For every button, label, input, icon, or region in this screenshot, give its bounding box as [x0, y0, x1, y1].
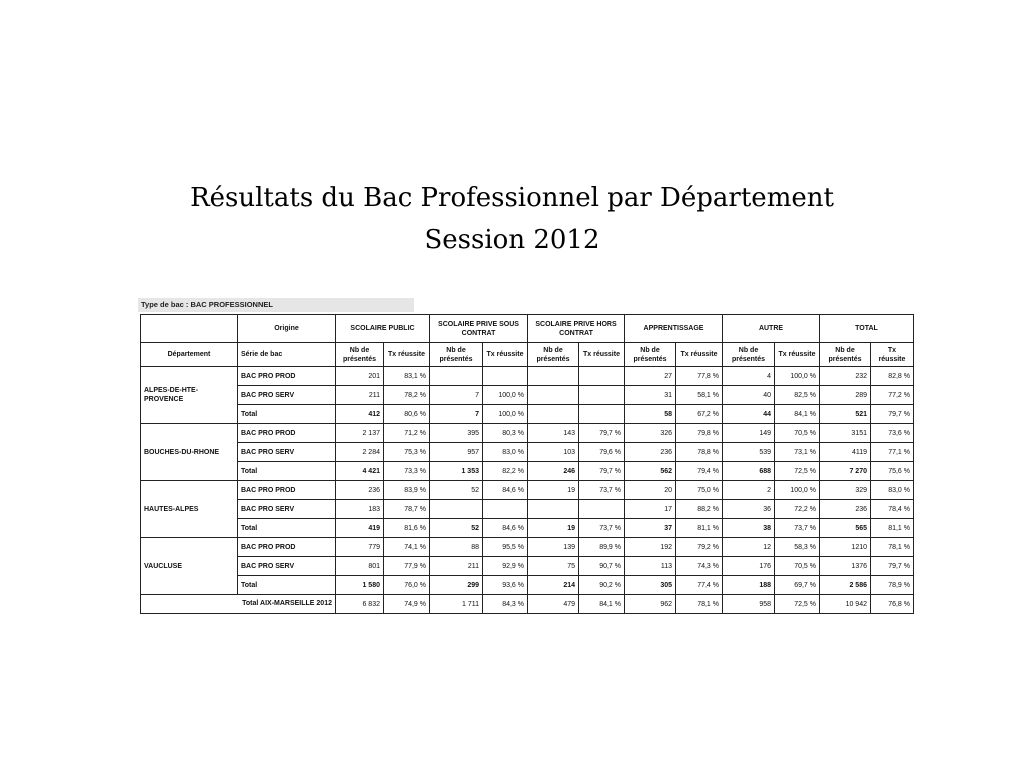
- rate-cell: 100,0 %: [775, 367, 820, 386]
- rate-cell: 76,8 %: [871, 595, 914, 614]
- rate-cell: 77,1 %: [871, 443, 914, 462]
- serie-label: BAC PRO SERV: [238, 443, 336, 462]
- department-name: HAUTES-ALPES: [141, 481, 238, 538]
- rate-cell: 73,7 %: [579, 481, 625, 500]
- rate-cell: 79,7 %: [871, 405, 914, 424]
- rate-cell: 79,8 %: [676, 424, 723, 443]
- count-cell: 52: [430, 481, 483, 500]
- count-cell: 562: [625, 462, 676, 481]
- rate-cell: 72,2 %: [775, 500, 820, 519]
- count-cell: 1 353: [430, 462, 483, 481]
- header-row-columns: [141, 343, 914, 367]
- rate-cell: 93,6 %: [483, 576, 528, 595]
- count-cell: 958: [723, 595, 775, 614]
- count-cell: 1376: [820, 557, 871, 576]
- count-cell: 326: [625, 424, 676, 443]
- rate-cell: 78,2 %: [384, 386, 430, 405]
- count-cell: 139: [528, 538, 579, 557]
- header-tx: Tx réussite: [871, 343, 914, 367]
- count-cell: 10 942: [820, 595, 871, 614]
- table-row: [141, 481, 914, 500]
- rate-cell: [579, 405, 625, 424]
- rate-cell: 84,1 %: [775, 405, 820, 424]
- count-cell: 246: [528, 462, 579, 481]
- rate-cell: 82,2 %: [483, 462, 528, 481]
- count-cell: 214: [528, 576, 579, 595]
- count-cell: [430, 367, 483, 386]
- count-cell: 211: [336, 386, 384, 405]
- count-cell: 88: [430, 538, 483, 557]
- rate-cell: 82,8 %: [871, 367, 914, 386]
- table-row: [141, 443, 914, 462]
- header-group-total: TOTAL: [820, 315, 914, 343]
- count-cell: 2: [723, 481, 775, 500]
- rate-cell: 90,7 %: [579, 557, 625, 576]
- count-cell: 419: [336, 519, 384, 538]
- header-serie: Série de bac: [238, 343, 336, 367]
- header-group-prive-sous-contrat: SCOLAIRE PRIVE SOUS CONTRAT: [430, 315, 528, 343]
- rate-cell: 79,7 %: [871, 557, 914, 576]
- count-cell: 305: [625, 576, 676, 595]
- serie-label: BAC PRO SERV: [238, 557, 336, 576]
- rate-cell: 75,6 %: [871, 462, 914, 481]
- count-cell: 4: [723, 367, 775, 386]
- rate-cell: 79,7 %: [579, 462, 625, 481]
- rate-cell: 71,2 %: [384, 424, 430, 443]
- count-cell: 38: [723, 519, 775, 538]
- serie-label: BAC PRO PROD: [238, 367, 336, 386]
- rate-cell: 83,9 %: [384, 481, 430, 500]
- count-cell: [528, 367, 579, 386]
- serie-label: Total: [238, 405, 336, 424]
- count-cell: [528, 405, 579, 424]
- rate-cell: 75,3 %: [384, 443, 430, 462]
- grand-total-label: Total AIX-MARSEILLE 2012: [141, 595, 336, 614]
- rate-cell: 72,5 %: [775, 462, 820, 481]
- count-cell: 6 832: [336, 595, 384, 614]
- rate-cell: 81,1 %: [871, 519, 914, 538]
- rate-cell: 79,2 %: [676, 538, 723, 557]
- header-tx: Tx réussite: [384, 343, 430, 367]
- rate-cell: 79,4 %: [676, 462, 723, 481]
- rate-cell: 73,1 %: [775, 443, 820, 462]
- header-tx: Tx réussite: [483, 343, 528, 367]
- rate-cell: 75,0 %: [676, 481, 723, 500]
- count-cell: 7: [430, 405, 483, 424]
- rate-cell: 72,5 %: [775, 595, 820, 614]
- count-cell: 236: [625, 443, 676, 462]
- table-row: [141, 405, 914, 424]
- count-cell: 27: [625, 367, 676, 386]
- serie-label: Total: [238, 519, 336, 538]
- page-subtitle: Session 2012: [424, 225, 600, 255]
- rate-cell: 69,7 %: [775, 576, 820, 595]
- rate-cell: 58,3 %: [775, 538, 820, 557]
- count-cell: 113: [625, 557, 676, 576]
- serie-label: BAC PRO PROD: [238, 481, 336, 500]
- table-row: [141, 367, 914, 386]
- header-group-autre: AUTRE: [723, 315, 820, 343]
- rate-cell: 79,6 %: [579, 443, 625, 462]
- header-nb: Nb de présentés: [336, 343, 384, 367]
- rate-cell: 70,5 %: [775, 424, 820, 443]
- table-row: [141, 557, 914, 576]
- count-cell: 2 586: [820, 576, 871, 595]
- count-cell: 143: [528, 424, 579, 443]
- rate-cell: 77,9 %: [384, 557, 430, 576]
- rate-cell: 79,7 %: [579, 424, 625, 443]
- count-cell: 957: [430, 443, 483, 462]
- count-cell: 395: [430, 424, 483, 443]
- rate-cell: 78,8 %: [676, 443, 723, 462]
- rate-cell: 73,3 %: [384, 462, 430, 481]
- rate-cell: [483, 367, 528, 386]
- rate-cell: 88,2 %: [676, 500, 723, 519]
- rate-cell: 84,6 %: [483, 519, 528, 538]
- count-cell: 3151: [820, 424, 871, 443]
- count-cell: [430, 500, 483, 519]
- header-departement: Département: [141, 343, 238, 367]
- count-cell: 4119: [820, 443, 871, 462]
- department-name: BOUCHES-DU-RHONE: [141, 424, 238, 481]
- count-cell: 4 421: [336, 462, 384, 481]
- grand-total-row: [141, 595, 914, 614]
- rate-cell: 84,6 %: [483, 481, 528, 500]
- table-row: [141, 462, 914, 481]
- header-origine: Origine: [238, 315, 336, 343]
- count-cell: 103: [528, 443, 579, 462]
- rate-cell: 58,1 %: [676, 386, 723, 405]
- count-cell: 40: [723, 386, 775, 405]
- header-nb: Nb de présentés: [723, 343, 775, 367]
- table-row: [141, 500, 914, 519]
- serie-label: BAC PRO PROD: [238, 538, 336, 557]
- count-cell: 1210: [820, 538, 871, 557]
- results-table: [140, 314, 914, 614]
- rate-cell: 73,7 %: [775, 519, 820, 538]
- count-cell: 52: [430, 519, 483, 538]
- rate-cell: 77,2 %: [871, 386, 914, 405]
- page-title: Résultats du Bac Professionnel par Département: [190, 183, 834, 213]
- rate-cell: 81,6 %: [384, 519, 430, 538]
- table-row: [141, 386, 914, 405]
- rate-cell: 84,1 %: [579, 595, 625, 614]
- count-cell: 75: [528, 557, 579, 576]
- table-row: [141, 519, 914, 538]
- department-name: ALPES-DE-HTE-PROVENCE: [141, 367, 238, 424]
- count-cell: 289: [820, 386, 871, 405]
- serie-label: BAC PRO SERV: [238, 500, 336, 519]
- header-group-apprentissage: APPRENTISSAGE: [625, 315, 723, 343]
- header-row-origin: [141, 315, 914, 343]
- count-cell: 31: [625, 386, 676, 405]
- rate-cell: 100,0 %: [483, 405, 528, 424]
- table-row: [141, 538, 914, 557]
- count-cell: 688: [723, 462, 775, 481]
- header-group-scolaire-public: SCOLAIRE PUBLIC: [336, 315, 430, 343]
- count-cell: 201: [336, 367, 384, 386]
- count-cell: 149: [723, 424, 775, 443]
- count-cell: 2 137: [336, 424, 384, 443]
- rate-cell: 74,3 %: [676, 557, 723, 576]
- rate-cell: 90,2 %: [579, 576, 625, 595]
- count-cell: 17: [625, 500, 676, 519]
- header-tx: Tx réussite: [579, 343, 625, 367]
- header-nb: Nb de présentés: [625, 343, 676, 367]
- count-cell: 801: [336, 557, 384, 576]
- count-cell: 962: [625, 595, 676, 614]
- rate-cell: 73,6 %: [871, 424, 914, 443]
- count-cell: 412: [336, 405, 384, 424]
- count-cell: 1 580: [336, 576, 384, 595]
- rate-cell: 78,9 %: [871, 576, 914, 595]
- rate-cell: [579, 500, 625, 519]
- rate-cell: 80,6 %: [384, 405, 430, 424]
- table-row: [141, 424, 914, 443]
- count-cell: 188: [723, 576, 775, 595]
- rate-cell: 78,1 %: [676, 595, 723, 614]
- count-cell: 211: [430, 557, 483, 576]
- count-cell: 44: [723, 405, 775, 424]
- rate-cell: 77,4 %: [676, 576, 723, 595]
- header-nb: Nb de présentés: [430, 343, 483, 367]
- serie-label: BAC PRO SERV: [238, 386, 336, 405]
- count-cell: [528, 500, 579, 519]
- count-cell: 779: [336, 538, 384, 557]
- rate-cell: 100,0 %: [483, 386, 528, 405]
- count-cell: 236: [336, 481, 384, 500]
- count-cell: 183: [336, 500, 384, 519]
- serie-label: BAC PRO PROD: [238, 424, 336, 443]
- rate-cell: 100,0 %: [775, 481, 820, 500]
- count-cell: 299: [430, 576, 483, 595]
- header-group-prive-hors-contrat: SCOLAIRE PRIVE HORS CONTRAT: [528, 315, 625, 343]
- rate-cell: 84,3 %: [483, 595, 528, 614]
- department-name: VAUCLUSE: [141, 538, 238, 595]
- rate-cell: 76,0 %: [384, 576, 430, 595]
- rate-cell: 80,3 %: [483, 424, 528, 443]
- count-cell: 479: [528, 595, 579, 614]
- count-cell: 19: [528, 519, 579, 538]
- header-nb: Nb de présentés: [528, 343, 579, 367]
- rate-cell: 83,0 %: [871, 481, 914, 500]
- rate-cell: [579, 386, 625, 405]
- rate-cell: 78,1 %: [871, 538, 914, 557]
- rate-cell: 67,2 %: [676, 405, 723, 424]
- bac-type-label: Type de bac : BAC PROFESSIONNEL: [138, 298, 414, 312]
- count-cell: 329: [820, 481, 871, 500]
- rate-cell: 89,9 %: [579, 538, 625, 557]
- rate-cell: 83,0 %: [483, 443, 528, 462]
- rate-cell: 78,4 %: [871, 500, 914, 519]
- rate-cell: 73,7 %: [579, 519, 625, 538]
- header-blank: [141, 315, 238, 343]
- count-cell: 232: [820, 367, 871, 386]
- rate-cell: [579, 367, 625, 386]
- count-cell: 37: [625, 519, 676, 538]
- rate-cell: 78,7 %: [384, 500, 430, 519]
- count-cell: 539: [723, 443, 775, 462]
- count-cell: 176: [723, 557, 775, 576]
- header-tx: Tx réussite: [775, 343, 820, 367]
- count-cell: 7 270: [820, 462, 871, 481]
- rate-cell: 82,5 %: [775, 386, 820, 405]
- rate-cell: 74,9 %: [384, 595, 430, 614]
- header-tx: Tx réussite: [676, 343, 723, 367]
- count-cell: 1 711: [430, 595, 483, 614]
- rate-cell: [483, 500, 528, 519]
- count-cell: 58: [625, 405, 676, 424]
- count-cell: 565: [820, 519, 871, 538]
- rate-cell: 74,1 %: [384, 538, 430, 557]
- count-cell: [528, 386, 579, 405]
- count-cell: 36: [723, 500, 775, 519]
- table-row: [141, 576, 914, 595]
- count-cell: 12: [723, 538, 775, 557]
- count-cell: 2 284: [336, 443, 384, 462]
- serie-label: Total: [238, 462, 336, 481]
- count-cell: 20: [625, 481, 676, 500]
- rate-cell: 81,1 %: [676, 519, 723, 538]
- count-cell: 19: [528, 481, 579, 500]
- header-nb: Nb de présentés: [820, 343, 871, 367]
- count-cell: 236: [820, 500, 871, 519]
- rate-cell: 95,5 %: [483, 538, 528, 557]
- rate-cell: 83,1 %: [384, 367, 430, 386]
- serie-label: Total: [238, 576, 336, 595]
- count-cell: 521: [820, 405, 871, 424]
- count-cell: 192: [625, 538, 676, 557]
- count-cell: 7: [430, 386, 483, 405]
- results-table-body: [141, 315, 914, 614]
- rate-cell: 77,8 %: [676, 367, 723, 386]
- rate-cell: 92,9 %: [483, 557, 528, 576]
- rate-cell: 70,5 %: [775, 557, 820, 576]
